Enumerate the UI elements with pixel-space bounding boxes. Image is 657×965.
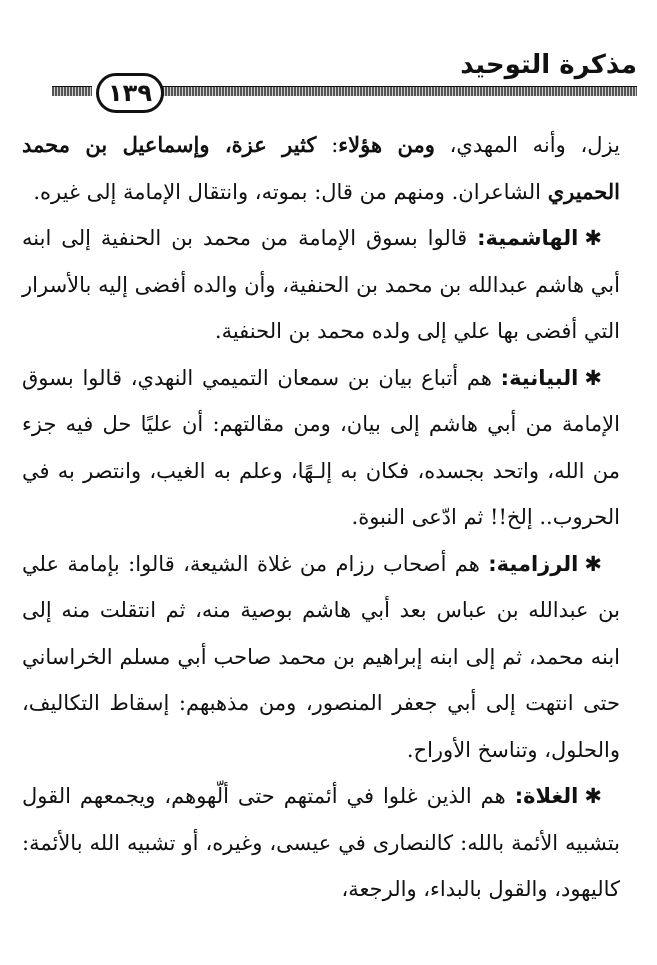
paragraph-bayaniyya bbox=[22, 355, 620, 541]
asterisk-bullet-icon: ✱ bbox=[584, 226, 602, 250]
header-rule-left bbox=[52, 86, 92, 96]
term-rizamiyya: الرزامية: bbox=[488, 551, 579, 576]
term-ghulat: الغلاة: bbox=[514, 784, 579, 808]
header-rule-right bbox=[159, 86, 637, 96]
book-title: مذكرة التوحيد bbox=[460, 50, 637, 80]
paragraph-rizamiyya bbox=[22, 541, 620, 774]
text-run: يزل، وأنه المهدي، bbox=[434, 133, 620, 157]
paragraph-mahdi bbox=[22, 122, 620, 215]
asterisk-bullet-icon: ✱ bbox=[584, 365, 602, 390]
paragraph-text: قالوا بسوق الإمامة من محمد بن الحنفية إلى ابنه أبي هاشم عبدالله بن محمد بن الحنفية، وأن والده أفضى إليه بالأسرار التي أفضى بها علي إلى ولده محمد بن الحنفية. bbox=[22, 226, 620, 343]
paragraph-text: هم أتباع بيان بن سمعان التميمي النهدي، قالوا بسوق الإمامة من أبي هاشم إلى بيان، ومن مقالتهم: أن عليًا حل فيه جزء من الله، واتحد بجسده، فكان به إلـهًا، وعلم به الغيب، وانتصر به في الحروب.. إلخ!! ثم ادّعى النبوة. bbox=[22, 365, 620, 529]
text-run: الشاعران. ومنهم من قال: بموته، وانتقال الإمامة إلى غيره. bbox=[33, 179, 548, 204]
text-run-bold: كثير عزة، وإسماعيل بن محمد الحميري bbox=[22, 132, 620, 204]
asterisk-bullet-icon: ✱ bbox=[584, 551, 602, 576]
term-bayaniyya: البيانية: bbox=[500, 365, 579, 390]
page-header bbox=[52, 48, 637, 118]
term-hashimiyya: الهاشمية: bbox=[477, 226, 579, 250]
paragraph-hashimiyya bbox=[22, 215, 620, 355]
paragraph-ghulat bbox=[22, 773, 620, 913]
asterisk-bullet-icon: ✱ bbox=[584, 784, 602, 808]
text-run: : bbox=[316, 133, 339, 157]
text-run-bold: ومن هؤلاء bbox=[338, 132, 435, 157]
paragraph-text: هم الذين غلوا في أئمتهم حتى ألّهوهم، ويجمعهم القول بتشبيه الأئمة بالله: كالنصارى في عيسى، وغيره، أو تشبيه الله بالأئمة: كاليهود، والقول بالبداء، والرجعة، bbox=[22, 784, 620, 901]
page-content bbox=[22, 122, 620, 913]
paragraph-text: هم أصحاب رزام من غلاة الشيعة، قالوا: بإمامة علي بن عبدالله بن عباس بعد أبي هاشم بوصية منه، ثم انتقلت منه إلى ابنه محمد، ثم إلى ابنه إبراهيم بن محمد صاحب أبي مسلم الخراساني حتى انتهت إلى أبي جعفر المنصور، ومن مذهبهم: إسقاط التكاليف، والحلول، وتناسخ الأوراح. bbox=[22, 551, 620, 762]
page-number: ١٣٩ bbox=[96, 73, 164, 113]
